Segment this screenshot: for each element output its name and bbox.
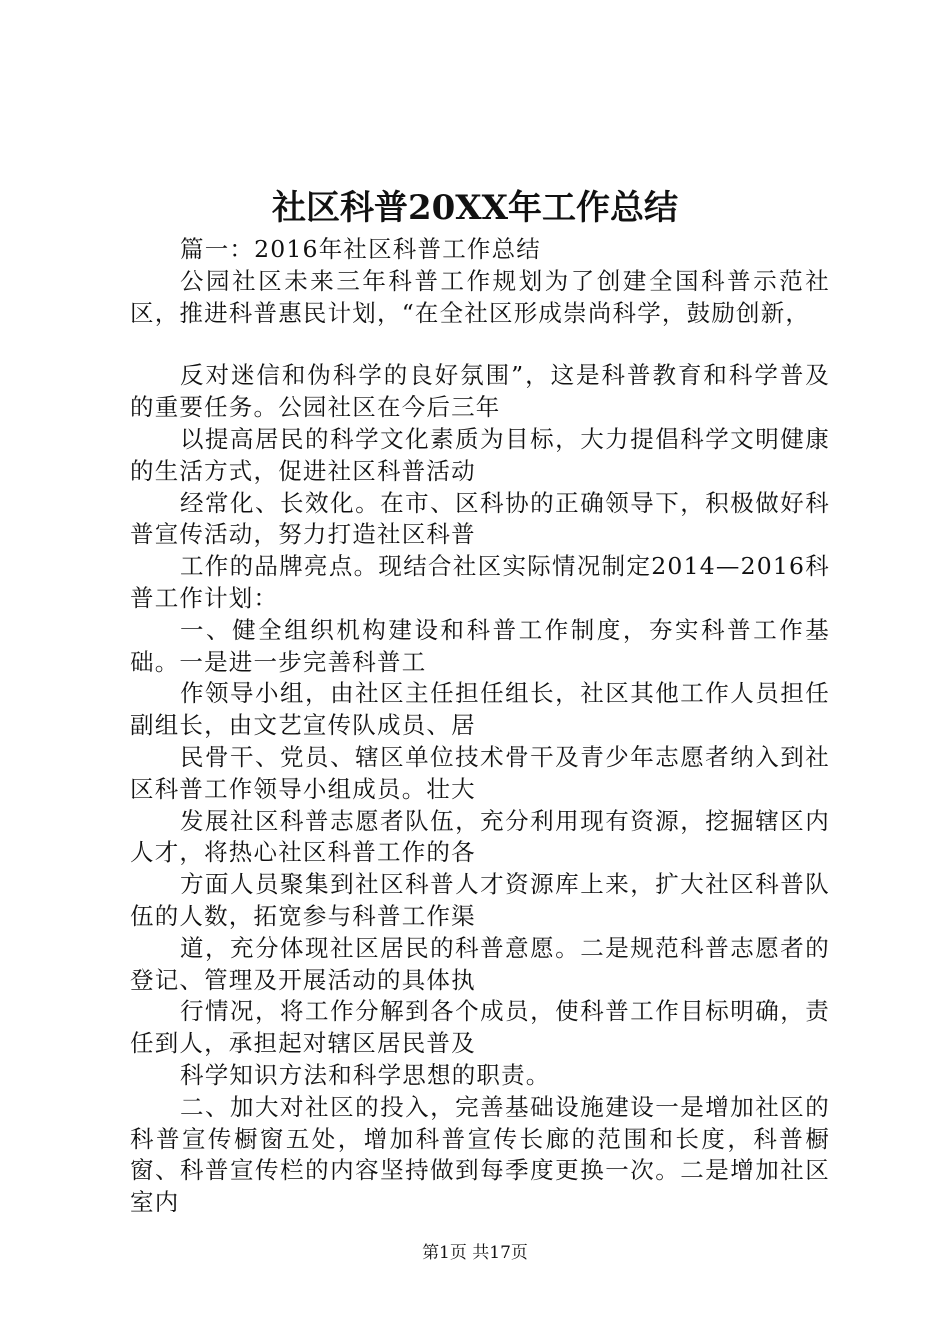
- document-title: 社区科普20XX年工作总结: [271, 188, 679, 228]
- page-footer: 第1页 共17页: [422, 1243, 528, 1263]
- paragraph: 二、加大对社区的投入，完善基础设施建设一是增加社区的科普宣传橱窗五处，增加科普宣传长廊的范围和长度，科普橱窗、科普宣传栏的内容坚持做到每季度更换一次。二是增加社区室内: [130, 1092, 830, 1217]
- paragraph: 经常化、长效化。在市、区科协的正确领导下，积极做好科普宣传活动，努力打造社区科普: [130, 488, 830, 549]
- paragraph: 反对迷信和伪科学的良好氛围”，这是科普教育和科学普及的重要任务。公园社区在今后三年: [130, 361, 830, 422]
- paragraph: 科学知识方法和科学思想的职责。: [180, 1060, 551, 1089]
- document-body: [130, 234, 830, 1219]
- paragraph: 行情况，将工作分解到各个成员，使科普工作目标明确，责任到人，承担起对辖区居民普及: [130, 997, 830, 1058]
- paragraph: 工作的品牌亮点。现结合社区实际情况制定2014—2016科普工作计划：: [130, 552, 830, 612]
- paragraph: 篇一：2016年社区科普工作总结: [180, 235, 542, 263]
- paragraph: 道，充分体现社区居民的科普意愿。二是规范科普志愿者的登记、管理及开展活动的具体执: [130, 933, 830, 994]
- paragraph: 发展社区科普志愿者队伍，充分利用现有资源，挖掘辖区内人才，将热心社区科普工作的各: [130, 806, 830, 867]
- paragraph: 民骨干、党员、辖区单位技术骨干及青少年志愿者纳入到社区科普工作领导小组成员。壮大: [130, 742, 830, 803]
- paragraph: 方面人员聚集到社区科普人才资源库上来，扩大社区科普队伍的人数，拓宽参与科普工作渠: [130, 870, 830, 930]
- paragraph: 以提高居民的科学文化素质为目标，大力提倡科学文明健康的生活方式，促进社区科普活动: [130, 424, 830, 485]
- paragraph: 一、健全组织机构建设和科普工作制度，夯实科普工作基础。一是进一步完善科普工: [130, 615, 830, 676]
- paragraph: 公园社区未来三年科普工作规划为了创建全国科普示范社区，推进科普惠民计划，“在全社区形成崇尚科学，鼓励创新，: [130, 266, 830, 327]
- paragraph: 作领导小组，由社区主任担任组长，社区其他工作人员担任副组长，由文艺宣传队成员、居: [130, 679, 830, 740]
